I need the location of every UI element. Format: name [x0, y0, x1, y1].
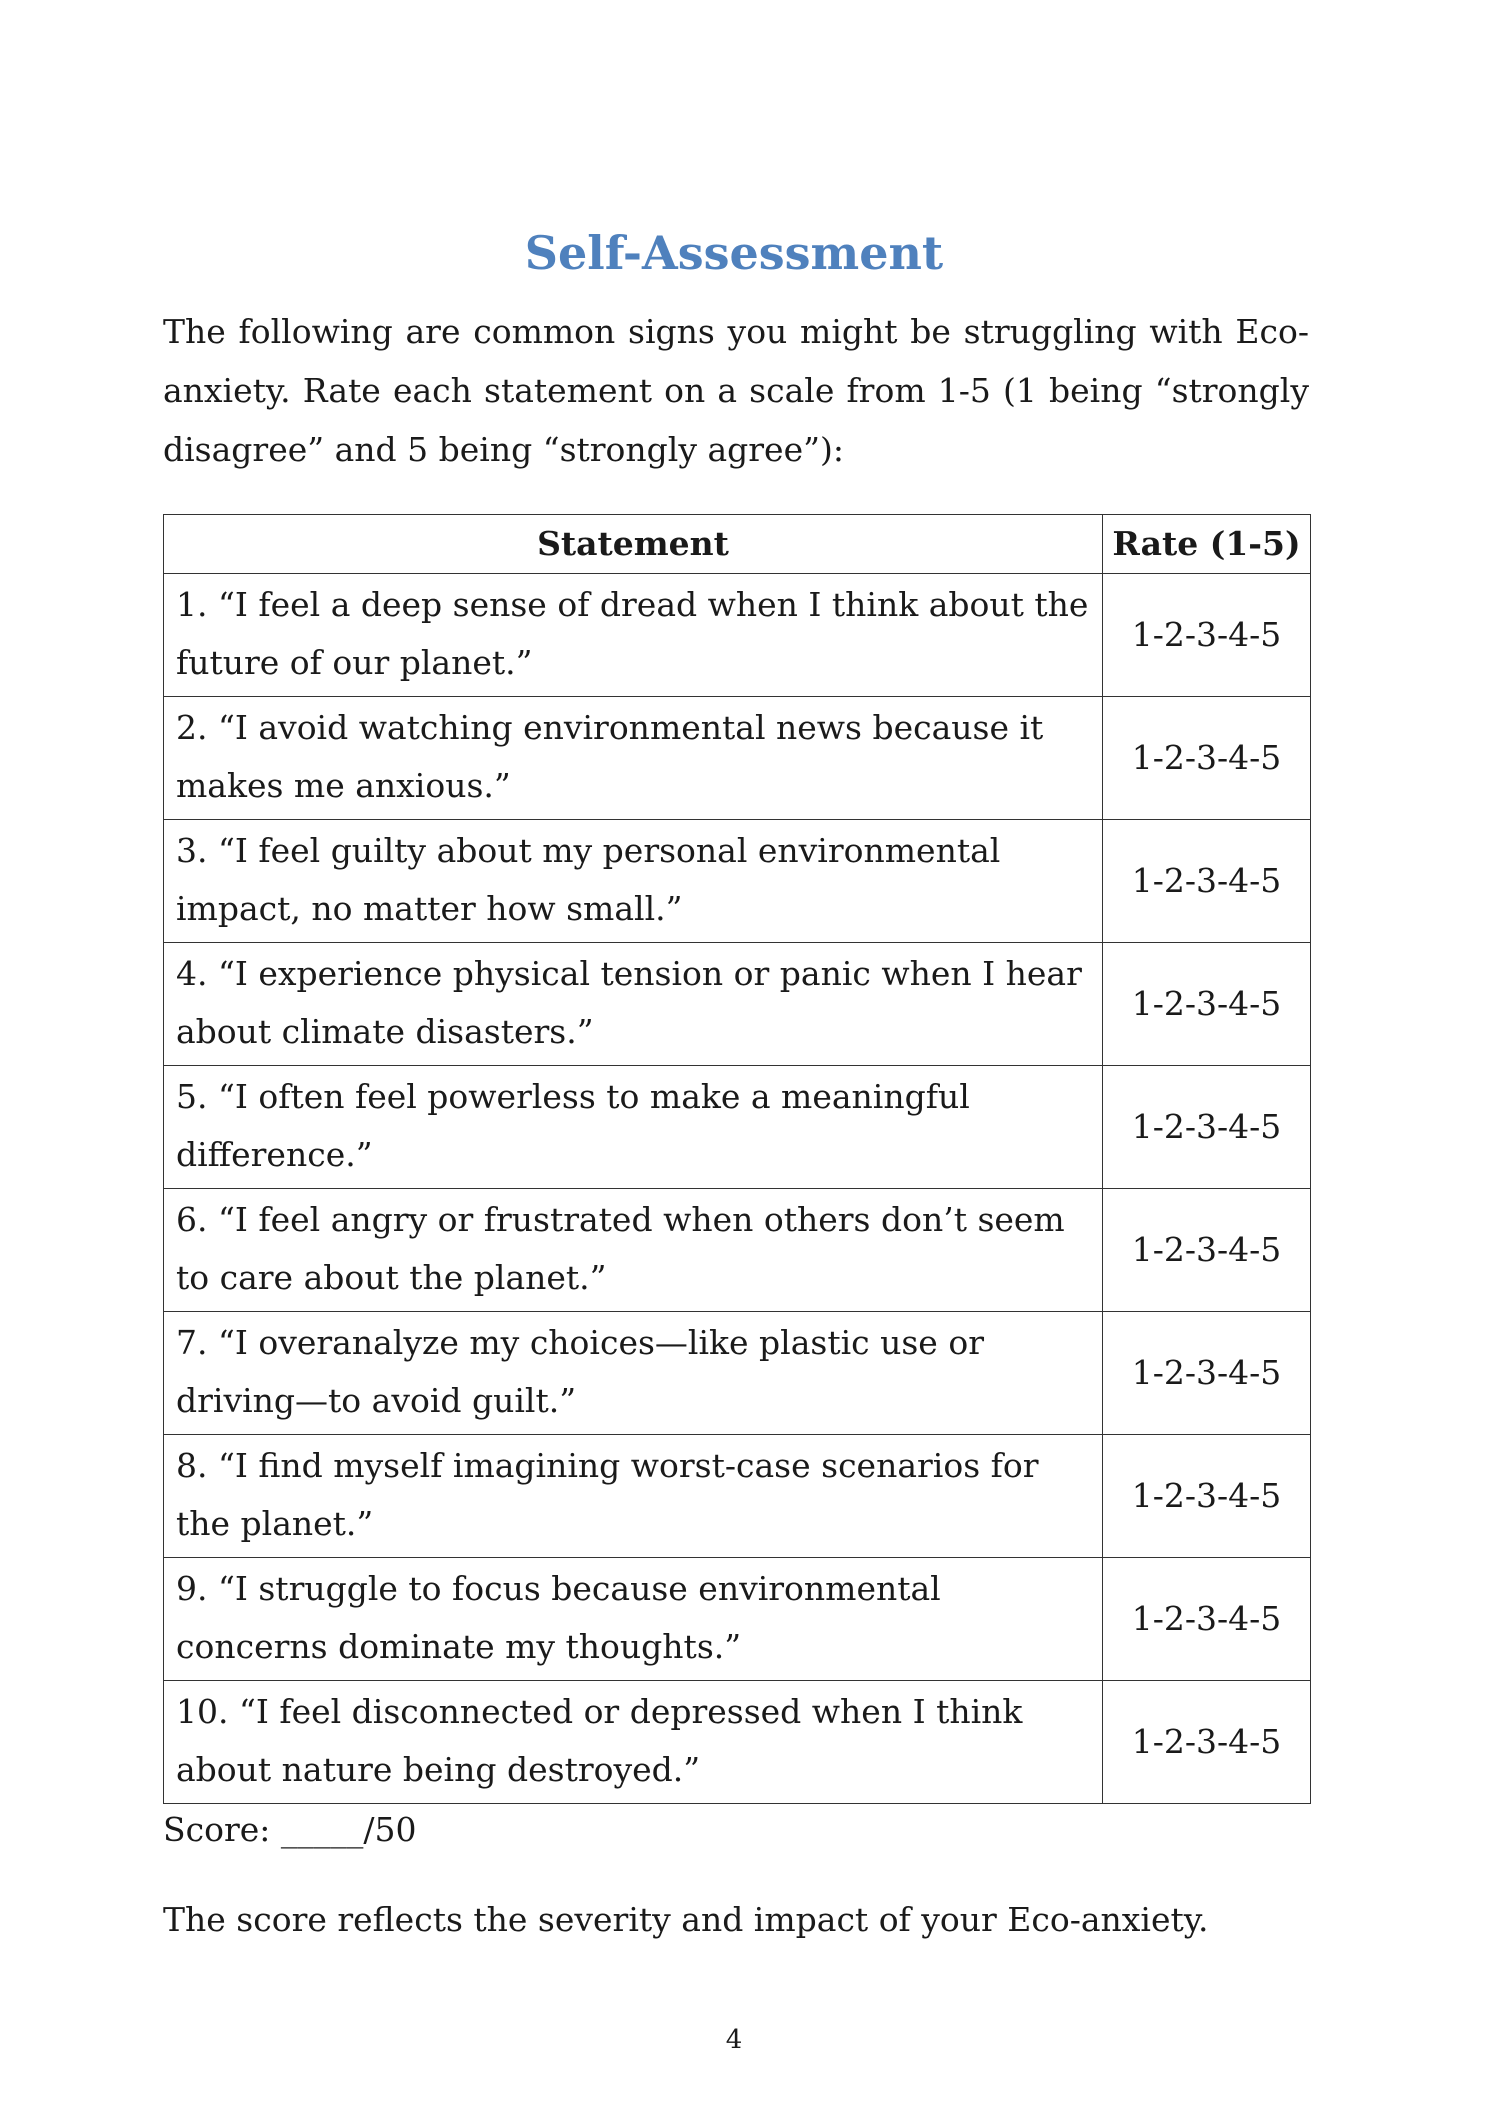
table-row	[164, 697, 1311, 820]
intro-paragraph: The following are common signs you might be struggling with Eco-anxiety. Rate each statement on a scale from 1-5 (1 being “strongly disagree” and 5 being “strongly agree”):	[163, 312, 1309, 469]
table-row	[164, 1435, 1311, 1558]
statement-cell: 6. “I feel angry or frustrated when others don’t seem to care about the planet.”	[164, 1189, 1103, 1312]
score-line: Score: _____/50	[163, 1810, 417, 1849]
table-row	[164, 1189, 1311, 1312]
statement-cell: 8. “I find myself imagining worst-case scenarios for the planet.”	[164, 1435, 1103, 1558]
table-row	[164, 574, 1311, 697]
statement-cell: 1. “I feel a deep sense of dread when I think about the future of our planet.”	[164, 574, 1103, 697]
rate-cell: 1-2-3-4-5	[1103, 1066, 1311, 1189]
rate-cell: 1-2-3-4-5	[1103, 1558, 1311, 1681]
rate-cell: 1-2-3-4-5	[1103, 1681, 1311, 1804]
rate-cell: 1-2-3-4-5	[1103, 1312, 1311, 1435]
rate-cell: 1-2-3-4-5	[1103, 1189, 1311, 1312]
table-row	[164, 1066, 1311, 1189]
header-statement: Statement	[164, 515, 1103, 574]
table-header-row	[164, 515, 1311, 574]
table-row	[164, 1681, 1311, 1804]
table-row	[164, 943, 1311, 1066]
page-number: 4	[725, 2025, 743, 2055]
page-title: Self-Assessment	[524, 225, 944, 280]
statement-cell: 7. “I overanalyze my choices—like plastic use or driving—to avoid guilt.”	[164, 1312, 1103, 1435]
rate-cell: 1-2-3-4-5	[1103, 697, 1311, 820]
rate-cell: 1-2-3-4-5	[1103, 1435, 1311, 1558]
table-row	[164, 820, 1311, 943]
table-row	[164, 1558, 1311, 1681]
statement-cell: 4. “I experience physical tension or panic when I hear about climate disasters.”	[164, 943, 1103, 1066]
statement-cell: 2. “I avoid watching environmental news because it makes me anxious.”	[164, 697, 1103, 820]
rate-cell: 1-2-3-4-5	[1103, 820, 1311, 943]
statement-cell: 5. “I often feel powerless to make a meaningful difference.”	[164, 1066, 1103, 1189]
rate-cell: 1-2-3-4-5	[1103, 943, 1311, 1066]
statement-cell: 10. “I feel disconnected or depressed when I think about nature being destroyed.”	[164, 1681, 1103, 1804]
statement-cell: 9. “I struggle to focus because environmental concerns dominate my thoughts.”	[164, 1558, 1103, 1681]
table-row	[164, 1312, 1311, 1435]
assessment-table	[163, 514, 1311, 1804]
statement-cell: 3. “I feel guilty about my personal environmental impact, no matter how small.”	[164, 820, 1103, 943]
rate-cell: 1-2-3-4-5	[1103, 574, 1311, 697]
conclusion-text: The score reflects the severity and impact of your Eco-anxiety.	[163, 1900, 1209, 1939]
header-rate: Rate (1-5)	[1103, 515, 1311, 574]
